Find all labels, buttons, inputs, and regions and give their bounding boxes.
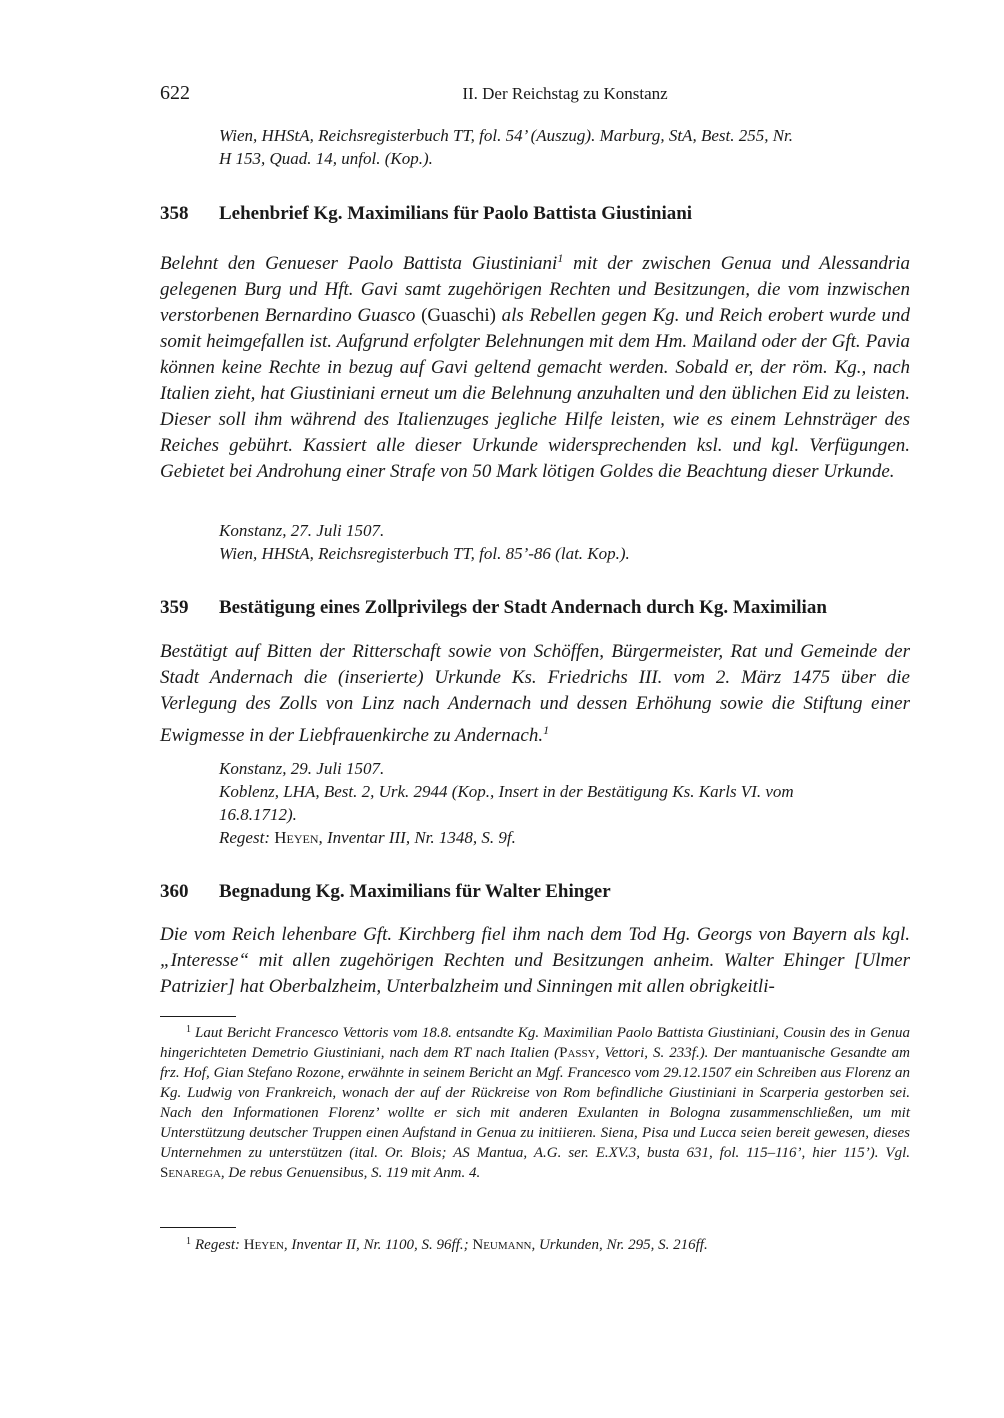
footnote-rule <box>160 1227 236 1228</box>
doc-title: Begnadung Kg. Maximilians für Walter Ehinger <box>219 881 611 902</box>
doc-title: Bestätigung eines Zollprivilegs der Stadt Andernach durch Kg. Maximilian <box>219 597 827 618</box>
page-header <box>160 82 910 106</box>
doc-358-heading <box>160 202 910 226</box>
footnote-rule <box>160 1016 236 1017</box>
running-title: II. Der Reichstag zu Konstanz <box>462 84 668 103</box>
page-number: 622 <box>160 82 190 104</box>
doc-359-source: Konstanz, 29. Juli 1507. Koblenz, LHA, Best. 2, Urk. 2944 (Kop., Insert in der Bestätigung Ks. Karls VI. vom 16.8.1712). Regest: Heyen, Inventar III, Nr. 1348, S. 9f. <box>160 757 969 849</box>
doc-date: Konstanz, 29. Juli 1507. <box>219 759 385 778</box>
doc-archive: Wien, HHStA, Reichsregisterbuch TT, fol. 85’-86 (lat. Kop.). <box>219 544 630 563</box>
doc-archive: Koblenz, LHA, Best. 2, Urk. 2944 (Kop., Insert in der Bestätigung Ks. Karls VI. vom <box>219 782 794 801</box>
footnote-2: $^1$ Regest: Heyen, Inventar II, Nr. 1100, S. 96ff.; Neumann, Urkunden, Nr. 295, S. 216ff. <box>186 1236 708 1253</box>
top-source-note: Wien, HHStA, Reichsregisterbuch TT, fol. 54’ (Auszug). Marburg, StA, Best. 255, Nr. H 153, Quad. 14, unfol. (Kop.). <box>219 126 794 168</box>
footnote-ref: 1 <box>557 251 564 265</box>
footnote-1: $^1$ Laut Bericht Francesco Vettoris vom 18.8. entsandte Kg. Maximilian Paolo Battista Giustiniani, Cousin des in Genua hingerichteten Demetrio Giustiniani, nach dem RT nach Italien (Passy, Vettori, S. 233f.). Der mantuanische Gesandte am frz. Hof, Gian Stefano Rozone, erwähnte in seinem Bericht an Mgf. Francesco vom 29.12.1507 ein Schreiben aus Florenz an Kg. Ludwig von Frankreich, wonach der auf der Rückreise von Rom befindliche Giustiniani in Scarperia gestorben sei. Nach den Informationen Florenz’ wollte er sich mit anderen Exulanten in Bologna zusammenschließen, um mit Unterstützung deutscher Truppen einen Aufstand in Genua zu initiieren. Siena, Pisa und Lucca seien bereit gewesen, dieses Unternehmen zu unterstützen (ital. Or. Blois; AS Mantua, A.G. ser. E.XV.3, busta 631, fol. 115–116’, hier 115’). Vgl. Senarega, De rebus Genuensibus, S. 119 mit Anm. 4. <box>160 1024 910 1181</box>
doc-359-heading <box>160 596 910 620</box>
doc-number: 360 <box>160 881 189 902</box>
regest-reference: Regest: Heyen, Inventar III, Nr. 1348, S. 9f. <box>219 828 516 847</box>
doc-359-regest: Bestätigt auf Bitten der Ritterschaft sowie von Schöffen, Bürgermeister, Rat und Gemeinde der Stadt Andernach die (inserierte) Urkunde Ks. Friedrichs III. vom 2. März 1475 über die Verlegung des Zolls von Linz nach Andernach und dessen Erhöhung sowie die Stiftung einer Ewigmesse in der Liebfrauenkirche zu Andernach.$^1$ <box>160 641 910 746</box>
doc-title: Lehenbrief Kg. Maximilians für Paolo Battista Giustiniani <box>219 203 693 224</box>
doc-360-regest: Die vom Reich lehenbare Gft. Kirchberg fiel ihm nach dem Tod Hg. Georgs von Bayern als kgl. „Interesse“ mit allen zugehörigen Rechten und Besitzungen anheim. Walter Ehinger [Ulmer Patrizier] hat Oberbalzheim, Unterbalzheim und Sinningen mit allen obrigkeitli- <box>160 924 910 997</box>
doc-number: 359 <box>160 597 189 618</box>
footnote-ref: 1 <box>543 723 550 737</box>
doc-date: Konstanz, 27. Juli 1507. <box>219 521 385 540</box>
doc-360-heading <box>160 880 910 904</box>
doc-358-source <box>160 519 969 565</box>
doc-number: 358 <box>160 203 189 224</box>
doc-358-regest: Belehnt den Genueser Paolo Battista Giustiniani$^1$ mit der zwischen Genua und Alessandria gelegenen Burg und Hft. Gavi samt zugehörigen Rechten und Besitzungen, die vom inzwischen verstorbenen Bernardino Guasco (Guaschi) als Rebellen gegen Kg. und Reich erobert wurde und somit heimgefallen ist. Aufgrund erfolgter Belehnungen mit dem Hm. Mailand oder der Gft. Pavia können keine Rechte in bezug auf Gavi geltend gemacht werden. Sobald er, der röm. Kg., nach Italien zieht, hat Giustiniani erneut um die Belehnung anzuhalten und den üblichen Eid zu leisten. Dieser soll ihm während des Italienzuges jegliche Hilfe leisten, wie es einem Lehnsträger des Reiches gebührt. Kassiert alle dieser Urkunde widersprechenden ksl. und kgl. Verfügungen. Gebietet bei Androhung einer Strafe von 50 Mark lötigen Goldes die Beachtung dieser Urkunde. <box>160 251 911 482</box>
